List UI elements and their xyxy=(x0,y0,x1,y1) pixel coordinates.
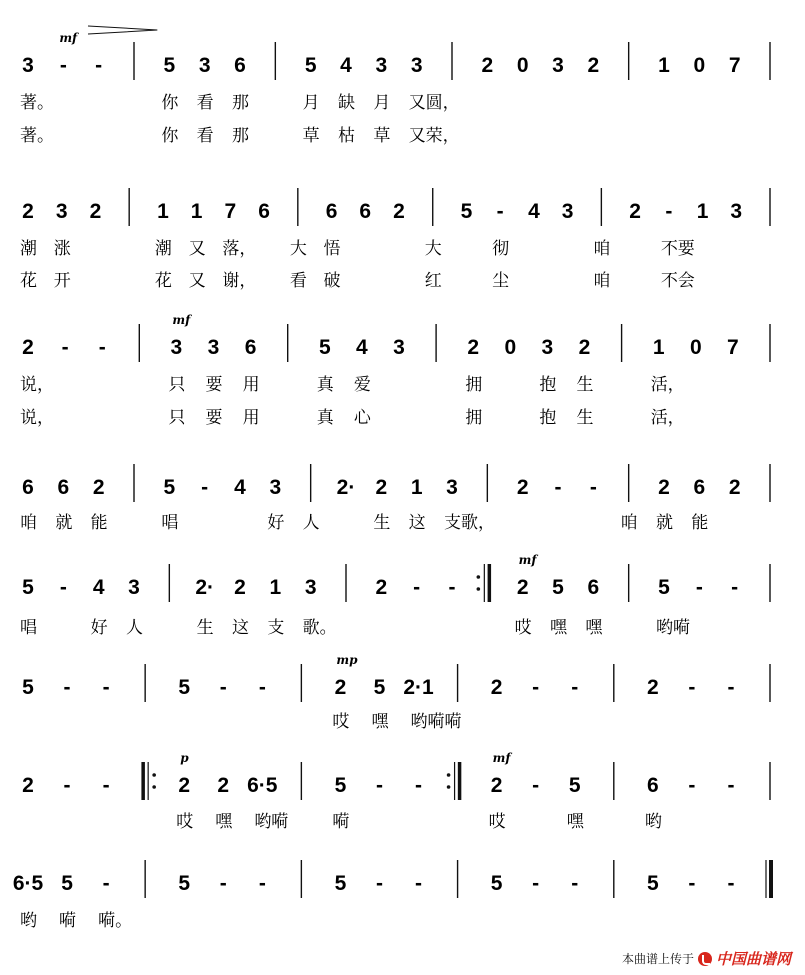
note: 2 xyxy=(393,200,405,223)
lyric-syllable: 又圆， xyxy=(408,93,460,113)
note-dash: - xyxy=(63,676,71,699)
lyric-syllable: 谢， xyxy=(222,271,257,291)
note-dash: - xyxy=(554,476,562,499)
note-dash: - xyxy=(63,774,71,797)
lyric-syllable: 拥 xyxy=(465,408,483,428)
lyric-syllable: 落， xyxy=(222,239,257,259)
note: 3 xyxy=(541,336,554,359)
note: 3 xyxy=(410,54,423,77)
lyric-syllable: 能 xyxy=(691,513,709,533)
site-brand: 中国曲谱网 xyxy=(715,950,791,968)
note: 4 xyxy=(340,54,352,77)
lyric-syllable: 嘿 xyxy=(585,618,603,638)
lyric-syllable: 你 xyxy=(161,126,179,146)
lyric-syllable: 哟嗬 xyxy=(656,618,690,638)
repeat-dot xyxy=(447,785,451,789)
lyric-syllable: 只 xyxy=(168,375,186,395)
note: 3 xyxy=(269,476,282,499)
lyric-syllable: 嘿 xyxy=(215,812,233,832)
lyric-syllable: 又 xyxy=(188,271,206,291)
note: 2 xyxy=(646,676,659,699)
repeat-dot xyxy=(152,785,156,789)
dynamic-mark: mp xyxy=(336,653,358,667)
note: 3 xyxy=(55,200,68,223)
note-dash: - xyxy=(95,54,103,77)
lyric-syllable: 说， xyxy=(20,408,54,428)
lyric-syllable: 月 xyxy=(302,93,320,113)
lyric-syllable: 哟 xyxy=(644,812,662,832)
lyric-syllable: 看 xyxy=(289,271,307,291)
note: 6 xyxy=(587,576,600,599)
lyric-syllable: 用 xyxy=(242,408,260,428)
repeat-dot xyxy=(477,575,481,579)
lyric-syllable: 潮 xyxy=(154,239,172,259)
note: 3 xyxy=(561,200,574,223)
lyric-syllable: 又 xyxy=(188,239,206,259)
lyric-syllable: 你 xyxy=(161,93,179,113)
note-dash: - xyxy=(102,676,110,699)
note: 5 xyxy=(658,576,670,599)
lyric-syllable: 涨 xyxy=(53,239,71,259)
lyric-syllable: 说， xyxy=(20,375,54,395)
lyric-syllable: 只 xyxy=(168,408,186,428)
note: 1 xyxy=(658,54,670,77)
lyric-syllable: 那 xyxy=(232,93,249,113)
note: 5 xyxy=(163,54,176,77)
note: 2 xyxy=(89,200,102,223)
note-dash: - xyxy=(727,872,735,895)
lyric-syllable: 咱 xyxy=(593,271,611,291)
note: 3 xyxy=(128,576,140,599)
note: 5 xyxy=(318,336,331,359)
note-dash: - xyxy=(571,676,579,699)
repeat-dot xyxy=(447,773,451,777)
lyric-syllable: 唱 xyxy=(20,618,37,638)
note: 2 xyxy=(467,336,480,359)
site-logo-icon xyxy=(698,952,712,966)
note: 2 xyxy=(375,476,388,499)
lyric-syllable: 红 xyxy=(424,271,442,291)
lyric-syllable: 嗬。 xyxy=(98,911,133,931)
note: 2 xyxy=(375,576,388,599)
note-dash: - xyxy=(688,774,696,797)
repeat-dot xyxy=(477,587,481,591)
dynamic-mark: mf xyxy=(518,553,537,567)
note: 6 xyxy=(244,336,257,359)
note: 2 xyxy=(22,336,34,359)
lyric-syllable: 咱 xyxy=(20,513,37,533)
lyric-syllable: 人 xyxy=(302,513,320,533)
note-dash: - xyxy=(375,872,383,895)
note: 3 xyxy=(552,54,564,77)
note-dash: - xyxy=(727,676,735,699)
note: 3 xyxy=(207,336,220,359)
note: 3 xyxy=(170,336,183,359)
note-dash: - xyxy=(415,872,423,895)
lyric-syllable: 就 xyxy=(656,513,673,533)
note: 1 xyxy=(157,200,169,223)
note-dash: - xyxy=(571,872,579,895)
lyric-syllable: 嘿 xyxy=(566,812,584,832)
note: 6 xyxy=(22,476,34,499)
dynamic-mark: mf xyxy=(59,31,78,45)
lyric-syllable: 唱 xyxy=(161,513,179,533)
dynamic-mark: mf xyxy=(492,751,511,765)
lyric-syllable: 又荣， xyxy=(408,126,460,146)
note: 4 xyxy=(356,336,368,359)
note-dash: - xyxy=(532,774,540,797)
note: 3 xyxy=(446,476,458,499)
lyric-syllable: 哎 xyxy=(514,618,532,638)
lyric-syllable: 好 xyxy=(267,513,285,533)
note-dash: - xyxy=(665,200,673,223)
note: 6 xyxy=(359,200,372,223)
lyric-syllable: 草 xyxy=(373,126,391,146)
lyric-syllable: 尘 xyxy=(492,271,510,291)
lyric-syllable: 爱 xyxy=(353,375,371,395)
note-dash: - xyxy=(589,476,597,499)
note: 1 xyxy=(410,476,423,499)
lyric-syllable: 月 xyxy=(373,93,391,113)
lyric-syllable: 嘿 xyxy=(371,712,389,732)
lyric-syllable: 拥 xyxy=(465,375,483,395)
note: 2 xyxy=(92,476,105,499)
lyric-syllable: 嘿 xyxy=(550,618,567,638)
note: 5 xyxy=(61,872,73,895)
note: 5 xyxy=(178,872,191,895)
lyric-syllable: 用 xyxy=(242,375,260,395)
lyric-syllable: 支歌， xyxy=(444,513,495,533)
lyric-syllable: 真 xyxy=(316,375,334,395)
note: 3 xyxy=(375,54,388,77)
note: 2· xyxy=(195,576,215,599)
note: 0 xyxy=(689,336,702,359)
lyric-syllable: 哎 xyxy=(332,712,350,732)
lyric-syllable: 枯 xyxy=(338,126,355,146)
note-dash: - xyxy=(695,576,703,599)
note: 2 xyxy=(234,576,246,599)
lyric-syllable: 彻 xyxy=(492,239,510,259)
lyric-syllable: 著。 xyxy=(20,93,54,113)
note: 6 xyxy=(234,54,246,77)
lyric-syllable: 人 xyxy=(126,618,143,638)
note: 4 xyxy=(92,576,105,599)
note: 5 xyxy=(490,872,503,895)
lyric-syllable: 歌。 xyxy=(302,618,337,638)
note-dash: - xyxy=(375,774,383,797)
lyric-syllable: 活， xyxy=(650,375,685,395)
note: 6·5 xyxy=(247,774,278,797)
lyric-syllable: 咱 xyxy=(593,239,611,259)
lyric-syllable: 生 xyxy=(196,618,214,638)
note: 7 xyxy=(728,54,741,77)
note: 2· xyxy=(336,476,356,499)
note: 2 xyxy=(481,54,494,77)
note: 5 xyxy=(373,676,386,699)
note: 4 xyxy=(528,200,540,223)
lyric-syllable: 生 xyxy=(373,513,391,533)
note-dash: - xyxy=(258,872,266,895)
note: 2 xyxy=(22,774,34,797)
lyric-syllable: 哟嗬嗬 xyxy=(410,712,462,732)
note: 5 xyxy=(334,774,347,797)
lyric-syllable: 哎 xyxy=(488,812,506,832)
lyric-syllable: 悟 xyxy=(323,239,341,259)
note: 1 xyxy=(696,200,709,223)
lyric-syllable: 哟 xyxy=(20,911,37,931)
note-dash: - xyxy=(61,336,69,359)
note-dash: - xyxy=(532,676,540,699)
note-dash: - xyxy=(98,336,106,359)
note: 2 xyxy=(22,200,34,223)
lyric-syllable: 潮 xyxy=(20,239,37,259)
lyric-syllable: 花 xyxy=(154,271,172,291)
lyric-syllable: 不会 xyxy=(660,271,695,291)
note: 2 xyxy=(587,54,600,77)
lyric-syllable: 就 xyxy=(55,513,73,533)
note: 2 xyxy=(334,676,347,699)
lyric-syllable: 著。 xyxy=(20,126,54,146)
note-dash: - xyxy=(59,54,67,77)
lyric-syllable: 咱 xyxy=(620,513,638,533)
note: 2 xyxy=(490,774,503,797)
lyric-syllable: 哟嗬 xyxy=(254,812,289,832)
note: 6 xyxy=(258,200,270,223)
lyric-syllable: 好 xyxy=(90,618,108,638)
note: 5 xyxy=(22,576,34,599)
note: 2 xyxy=(629,200,641,223)
lyric-syllable: 那 xyxy=(232,126,249,146)
lyric-syllable: 要 xyxy=(205,408,223,428)
lyric-syllable: 缺 xyxy=(338,93,355,113)
lyric-syllable: 哎 xyxy=(176,812,194,832)
lyric-syllable: 嗬 xyxy=(332,812,350,832)
note: 4 xyxy=(234,476,246,499)
lyric-syllable: 这 xyxy=(232,618,249,638)
note: 3 xyxy=(393,336,405,359)
note-dash: - xyxy=(727,774,735,797)
lyric-syllable: 抱 xyxy=(539,375,557,395)
lyric-syllable: 花 xyxy=(20,271,37,291)
note: 5 xyxy=(22,676,34,699)
note: 1 xyxy=(652,336,665,359)
note-dash: - xyxy=(415,774,423,797)
lyric-syllable: 破 xyxy=(323,271,341,291)
note: 2 xyxy=(728,476,741,499)
lyric-syllable: 这 xyxy=(408,513,426,533)
note-dash: - xyxy=(688,676,696,699)
note: 5 xyxy=(163,476,176,499)
note: 1 xyxy=(269,576,282,599)
note: 5 xyxy=(646,872,659,895)
lyric-syllable: 看 xyxy=(196,126,214,146)
note-dash: - xyxy=(102,774,110,797)
lyric-syllable: 大 xyxy=(424,239,442,259)
note: 7 xyxy=(727,336,739,359)
note: 6 xyxy=(325,200,338,223)
note: 6 xyxy=(57,476,70,499)
note: 2 xyxy=(490,676,503,699)
note: 5 xyxy=(334,872,347,895)
note: 6·5 xyxy=(12,872,44,895)
note-dash: - xyxy=(59,576,67,599)
note-dash: - xyxy=(496,200,504,223)
note: 5 xyxy=(552,576,564,599)
lyric-syllable: 大 xyxy=(289,239,307,259)
lyric-syllable: 能 xyxy=(90,513,108,533)
note: 5 xyxy=(178,676,191,699)
note: 5 xyxy=(568,774,581,797)
lyric-syllable: 生 xyxy=(576,408,594,428)
note-dash: - xyxy=(219,872,227,895)
note: 7 xyxy=(224,200,237,223)
lyric-syllable: 生 xyxy=(576,375,594,395)
note: 1 xyxy=(190,200,203,223)
note: 5 xyxy=(460,200,473,223)
note-dash: - xyxy=(532,872,540,895)
note: 2 xyxy=(578,336,591,359)
note: 2 xyxy=(516,576,529,599)
dynamic-mark: mf xyxy=(172,313,191,327)
note-dash: - xyxy=(413,576,421,599)
note-dash: - xyxy=(258,676,266,699)
note-dash: - xyxy=(731,576,739,599)
lyric-syllable: 支 xyxy=(267,618,285,638)
lyric-syllable: 要 xyxy=(205,375,223,395)
note: 2 xyxy=(217,774,230,797)
note: 3 xyxy=(198,54,211,77)
lyric-syllable: 抱 xyxy=(539,408,557,428)
lyric-syllable: 不要 xyxy=(660,239,695,259)
note-dash: - xyxy=(219,676,227,699)
note: 3 xyxy=(730,200,743,223)
note-dash: - xyxy=(688,872,696,895)
lyric-syllable: 心 xyxy=(353,408,371,428)
dynamic-mark: p xyxy=(180,751,189,765)
lyric-syllable: 看 xyxy=(196,93,214,113)
lyric-syllable: 嗬 xyxy=(59,911,77,931)
repeat-dot xyxy=(152,773,156,777)
lyric-syllable: 活， xyxy=(650,408,685,428)
note: 2 xyxy=(658,476,670,499)
lyric-syllable: 草 xyxy=(302,126,320,146)
note: 6 xyxy=(646,774,659,797)
note: 0 xyxy=(516,54,529,77)
lyric-syllable: 真 xyxy=(316,408,334,428)
note: 2·1 xyxy=(403,676,434,699)
note: 2 xyxy=(178,774,191,797)
note: 3 xyxy=(22,54,34,77)
note-dash: - xyxy=(201,476,209,499)
note: 6 xyxy=(693,476,706,499)
lyric-syllable: 开 xyxy=(53,271,71,291)
note: 0 xyxy=(504,336,517,359)
note-dash: - xyxy=(102,872,110,895)
note: 2 xyxy=(516,476,529,499)
footer-text: 本曲谱上传于 xyxy=(621,952,694,966)
note-dash: - xyxy=(448,576,456,599)
crescendo-hairpin xyxy=(88,26,157,34)
note: 3 xyxy=(304,576,317,599)
note: 5 xyxy=(304,54,317,77)
footer-credit xyxy=(622,948,791,969)
note: 0 xyxy=(693,54,706,77)
